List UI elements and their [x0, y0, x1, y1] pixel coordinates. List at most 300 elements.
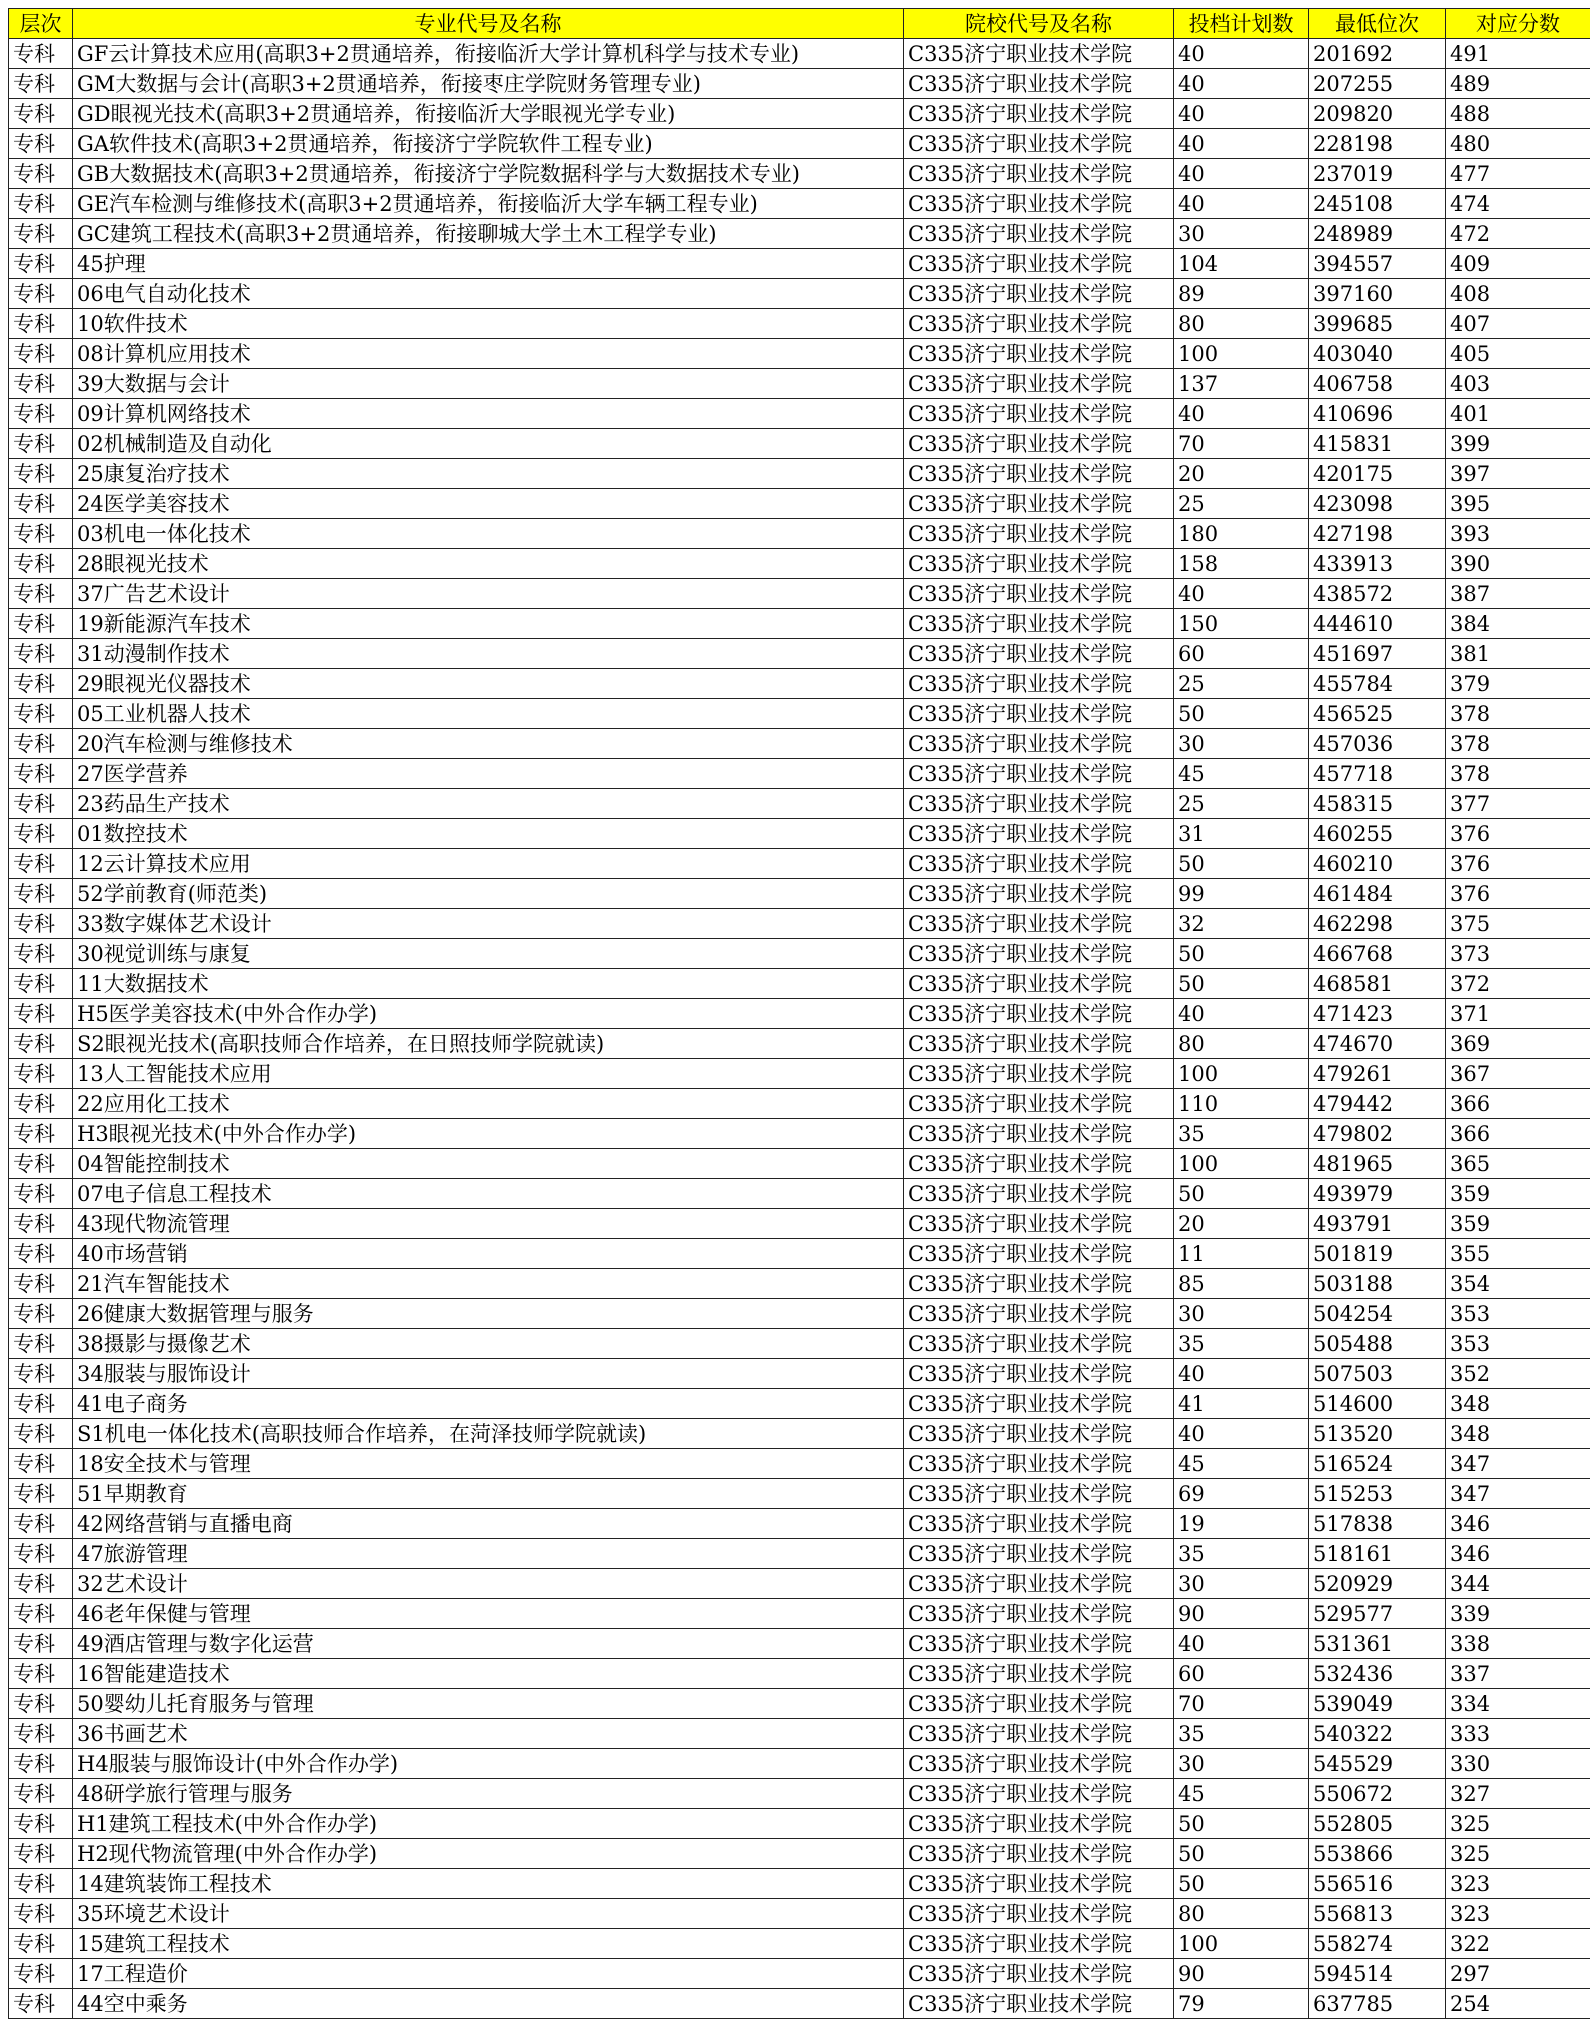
cell-school[interactable]: C335济宁职业技术学院: [904, 1059, 1174, 1089]
cell-major[interactable]: 25康复治疗技术: [73, 459, 904, 489]
cell-level[interactable]: 专科: [9, 579, 73, 609]
cell-plan-count[interactable]: 30: [1174, 1749, 1309, 1779]
cell-major[interactable]: 35环境艺术设计: [73, 1899, 904, 1929]
cell-min-rank[interactable]: 462298: [1309, 909, 1446, 939]
cell-min-rank[interactable]: 248989: [1309, 219, 1446, 249]
cell-level[interactable]: 专科: [9, 429, 73, 459]
cell-level[interactable]: 专科: [9, 879, 73, 909]
cell-min-rank[interactable]: 481965: [1309, 1149, 1446, 1179]
cell-plan-count[interactable]: 104: [1174, 249, 1309, 279]
cell-major[interactable]: 30视觉训练与康复: [73, 939, 904, 969]
cell-level[interactable]: 专科: [9, 969, 73, 999]
cell-major[interactable]: 16智能建造技术: [73, 1659, 904, 1689]
cell-school[interactable]: C335济宁职业技术学院: [904, 1389, 1174, 1419]
cell-school[interactable]: C335济宁职业技术学院: [904, 1899, 1174, 1929]
cell-min-rank[interactable]: 556813: [1309, 1899, 1446, 1929]
cell-school[interactable]: C335济宁职业技术学院: [904, 99, 1174, 129]
cell-plan-count[interactable]: 30: [1174, 219, 1309, 249]
cell-plan-count[interactable]: 60: [1174, 639, 1309, 669]
cell-level[interactable]: 专科: [9, 939, 73, 969]
cell-level[interactable]: 专科: [9, 729, 73, 759]
cell-plan-count[interactable]: 100: [1174, 1929, 1309, 1959]
cell-school[interactable]: C335济宁职业技术学院: [904, 1479, 1174, 1509]
cell-major[interactable]: GM大数据与会计(高职3+2贯通培养，衔接枣庄学院财务管理专业): [73, 69, 904, 99]
cell-score[interactable]: 407: [1446, 309, 1590, 339]
cell-level[interactable]: 专科: [9, 399, 73, 429]
cell-major[interactable]: 40市场营销: [73, 1239, 904, 1269]
cell-level[interactable]: 专科: [9, 69, 73, 99]
cell-score[interactable]: 480: [1446, 129, 1590, 159]
cell-school[interactable]: C335济宁职业技术学院: [904, 1509, 1174, 1539]
cell-major[interactable]: 11大数据技术: [73, 969, 904, 999]
cell-plan-count[interactable]: 110: [1174, 1089, 1309, 1119]
cell-score[interactable]: 366: [1446, 1089, 1590, 1119]
cell-min-rank[interactable]: 403040: [1309, 339, 1446, 369]
cell-score[interactable]: 347: [1446, 1449, 1590, 1479]
cell-level[interactable]: 专科: [9, 1809, 73, 1839]
cell-score[interactable]: 372: [1446, 969, 1590, 999]
cell-level[interactable]: 专科: [9, 1149, 73, 1179]
cell-score[interactable]: 337: [1446, 1659, 1590, 1689]
cell-school[interactable]: C335济宁职业技术学院: [904, 429, 1174, 459]
cell-school[interactable]: C335济宁职业技术学院: [904, 939, 1174, 969]
cell-school[interactable]: C335济宁职业技术学院: [904, 1719, 1174, 1749]
cell-level[interactable]: 专科: [9, 1359, 73, 1389]
cell-min-rank[interactable]: 532436: [1309, 1659, 1446, 1689]
cell-level[interactable]: 专科: [9, 1479, 73, 1509]
cell-level[interactable]: 专科: [9, 249, 73, 279]
cell-level[interactable]: 专科: [9, 1959, 73, 1989]
cell-plan-count[interactable]: 80: [1174, 1029, 1309, 1059]
cell-major[interactable]: 32艺术设计: [73, 1569, 904, 1599]
cell-school[interactable]: C335济宁职业技术学院: [904, 609, 1174, 639]
cell-school[interactable]: C335济宁职业技术学院: [904, 249, 1174, 279]
cell-school[interactable]: C335济宁职业技术学院: [904, 339, 1174, 369]
cell-score[interactable]: 409: [1446, 249, 1590, 279]
cell-score[interactable]: 369: [1446, 1029, 1590, 1059]
cell-plan-count[interactable]: 60: [1174, 1659, 1309, 1689]
cell-major[interactable]: 24医学美容技术: [73, 489, 904, 519]
cell-major[interactable]: 36书画艺术: [73, 1719, 904, 1749]
cell-plan-count[interactable]: 40: [1174, 1419, 1309, 1449]
cell-min-rank[interactable]: 539049: [1309, 1689, 1446, 1719]
cell-plan-count[interactable]: 32: [1174, 909, 1309, 939]
cell-min-rank[interactable]: 520929: [1309, 1569, 1446, 1599]
cell-major[interactable]: 10软件技术: [73, 309, 904, 339]
cell-level[interactable]: 专科: [9, 819, 73, 849]
cell-min-rank[interactable]: 479261: [1309, 1059, 1446, 1089]
cell-plan-count[interactable]: 70: [1174, 429, 1309, 459]
cell-score[interactable]: 408: [1446, 279, 1590, 309]
cell-school[interactable]: C335济宁职业技术学院: [904, 579, 1174, 609]
cell-major[interactable]: 49酒店管理与数字化运营: [73, 1629, 904, 1659]
cell-major[interactable]: 33数字媒体艺术设计: [73, 909, 904, 939]
cell-level[interactable]: 专科: [9, 1569, 73, 1599]
cell-score[interactable]: 377: [1446, 789, 1590, 819]
cell-school[interactable]: C335济宁职业技术学院: [904, 1449, 1174, 1479]
cell-major[interactable]: 31动漫制作技术: [73, 639, 904, 669]
cell-school[interactable]: C335济宁职业技术学院: [904, 1929, 1174, 1959]
cell-score[interactable]: 366: [1446, 1119, 1590, 1149]
cell-min-rank[interactable]: 545529: [1309, 1749, 1446, 1779]
cell-school[interactable]: C335济宁职业技术学院: [904, 1419, 1174, 1449]
cell-min-rank[interactable]: 415831: [1309, 429, 1446, 459]
cell-min-rank[interactable]: 474670: [1309, 1029, 1446, 1059]
cell-level[interactable]: 专科: [9, 309, 73, 339]
cell-plan-count[interactable]: 50: [1174, 849, 1309, 879]
cell-major[interactable]: 22应用化工技术: [73, 1089, 904, 1119]
cell-school[interactable]: C335济宁职业技术学院: [904, 759, 1174, 789]
cell-major[interactable]: 17工程造价: [73, 1959, 904, 1989]
header-min-rank[interactable]: 最低位次: [1309, 9, 1446, 39]
cell-plan-count[interactable]: 99: [1174, 879, 1309, 909]
cell-score[interactable]: 338: [1446, 1629, 1590, 1659]
cell-score[interactable]: 399: [1446, 429, 1590, 459]
cell-plan-count[interactable]: 35: [1174, 1719, 1309, 1749]
cell-level[interactable]: 专科: [9, 189, 73, 219]
cell-score[interactable]: 334: [1446, 1689, 1590, 1719]
cell-school[interactable]: C335济宁职业技术学院: [904, 1629, 1174, 1659]
cell-school[interactable]: C335济宁职业技术学院: [904, 1179, 1174, 1209]
cell-school[interactable]: C335济宁职业技术学院: [904, 879, 1174, 909]
cell-min-rank[interactable]: 479442: [1309, 1089, 1446, 1119]
header-level[interactable]: 层次: [9, 9, 73, 39]
cell-plan-count[interactable]: 40: [1174, 399, 1309, 429]
cell-plan-count[interactable]: 25: [1174, 489, 1309, 519]
cell-min-rank[interactable]: 457718: [1309, 759, 1446, 789]
cell-plan-count[interactable]: 50: [1174, 1179, 1309, 1209]
cell-min-rank[interactable]: 438572: [1309, 579, 1446, 609]
cell-plan-count[interactable]: 35: [1174, 1329, 1309, 1359]
cell-plan-count[interactable]: 50: [1174, 1869, 1309, 1899]
cell-plan-count[interactable]: 45: [1174, 759, 1309, 789]
cell-school[interactable]: C335济宁职业技术学院: [904, 999, 1174, 1029]
cell-level[interactable]: 专科: [9, 1779, 73, 1809]
cell-min-rank[interactable]: 427198: [1309, 519, 1446, 549]
cell-plan-count[interactable]: 50: [1174, 969, 1309, 999]
cell-major[interactable]: 38摄影与摄像艺术: [73, 1329, 904, 1359]
cell-level[interactable]: 专科: [9, 159, 73, 189]
cell-min-rank[interactable]: 637785: [1309, 1989, 1446, 2019]
cell-level[interactable]: 专科: [9, 1659, 73, 1689]
cell-min-rank[interactable]: 594514: [1309, 1959, 1446, 1989]
cell-score[interactable]: 354: [1446, 1269, 1590, 1299]
cell-plan-count[interactable]: 180: [1174, 519, 1309, 549]
cell-level[interactable]: 专科: [9, 1539, 73, 1569]
cell-major[interactable]: H1建筑工程技术(中外合作办学): [73, 1809, 904, 1839]
cell-major[interactable]: 03机电一体化技术: [73, 519, 904, 549]
cell-major[interactable]: 50婴幼儿托育服务与管理: [73, 1689, 904, 1719]
cell-min-rank[interactable]: 517838: [1309, 1509, 1446, 1539]
cell-score[interactable]: 401: [1446, 399, 1590, 429]
cell-plan-count[interactable]: 45: [1174, 1449, 1309, 1479]
cell-plan-count[interactable]: 50: [1174, 699, 1309, 729]
cell-level[interactable]: 专科: [9, 489, 73, 519]
header-plan-count[interactable]: 投档计划数: [1174, 9, 1309, 39]
cell-school[interactable]: C335济宁职业技术学院: [904, 639, 1174, 669]
cell-plan-count[interactable]: 90: [1174, 1599, 1309, 1629]
cell-min-rank[interactable]: 550672: [1309, 1779, 1446, 1809]
cell-major[interactable]: GC建筑工程技术(高职3+2贯通培养，衔接聊城大学土木工程学专业): [73, 219, 904, 249]
cell-level[interactable]: 专科: [9, 1899, 73, 1929]
cell-score[interactable]: 397: [1446, 459, 1590, 489]
cell-major[interactable]: GF云计算技术应用(高职3+2贯通培养，衔接临沂大学计算机科学与技术专业): [73, 39, 904, 69]
cell-score[interactable]: 381: [1446, 639, 1590, 669]
cell-score[interactable]: 375: [1446, 909, 1590, 939]
cell-score[interactable]: 339: [1446, 1599, 1590, 1629]
cell-score[interactable]: 330: [1446, 1749, 1590, 1779]
cell-school[interactable]: C335济宁职业技术学院: [904, 1689, 1174, 1719]
cell-min-rank[interactable]: 460210: [1309, 849, 1446, 879]
cell-school[interactable]: C335济宁职业技术学院: [904, 1359, 1174, 1389]
cell-min-rank[interactable]: 529577: [1309, 1599, 1446, 1629]
cell-min-rank[interactable]: 468581: [1309, 969, 1446, 999]
cell-score[interactable]: 491: [1446, 39, 1590, 69]
cell-major[interactable]: 06电气自动化技术: [73, 279, 904, 309]
cell-score[interactable]: 359: [1446, 1179, 1590, 1209]
cell-plan-count[interactable]: 30: [1174, 1299, 1309, 1329]
cell-major[interactable]: GE汽车检测与维修技术(高职3+2贯通培养，衔接临沂大学车辆工程专业): [73, 189, 904, 219]
cell-plan-count[interactable]: 40: [1174, 1629, 1309, 1659]
cell-school[interactable]: C335济宁职业技术学院: [904, 489, 1174, 519]
cell-score[interactable]: 393: [1446, 519, 1590, 549]
cell-min-rank[interactable]: 201692: [1309, 39, 1446, 69]
cell-score[interactable]: 472: [1446, 219, 1590, 249]
cell-min-rank[interactable]: 460255: [1309, 819, 1446, 849]
cell-min-rank[interactable]: 513520: [1309, 1419, 1446, 1449]
cell-level[interactable]: 专科: [9, 1749, 73, 1779]
cell-major[interactable]: 21汽车智能技术: [73, 1269, 904, 1299]
cell-plan-count[interactable]: 40: [1174, 129, 1309, 159]
cell-level[interactable]: 专科: [9, 1629, 73, 1659]
cell-score[interactable]: 323: [1446, 1899, 1590, 1929]
cell-score[interactable]: 373: [1446, 939, 1590, 969]
cell-school[interactable]: C335济宁职业技术学院: [904, 1779, 1174, 1809]
cell-major[interactable]: 37广告艺术设计: [73, 579, 904, 609]
cell-school[interactable]: C335济宁职业技术学院: [904, 309, 1174, 339]
cell-major[interactable]: 09计算机网络技术: [73, 399, 904, 429]
cell-min-rank[interactable]: 461484: [1309, 879, 1446, 909]
cell-min-rank[interactable]: 507503: [1309, 1359, 1446, 1389]
cell-major[interactable]: 44空中乘务: [73, 1989, 904, 2019]
cell-plan-count[interactable]: 40: [1174, 1359, 1309, 1389]
cell-major[interactable]: 52学前教育(师范类): [73, 879, 904, 909]
cell-min-rank[interactable]: 504254: [1309, 1299, 1446, 1329]
cell-school[interactable]: C335济宁职业技术学院: [904, 189, 1174, 219]
cell-score[interactable]: 378: [1446, 759, 1590, 789]
cell-school[interactable]: C335济宁职业技术学院: [904, 1269, 1174, 1299]
cell-score[interactable]: 376: [1446, 819, 1590, 849]
cell-score[interactable]: 325: [1446, 1809, 1590, 1839]
cell-school[interactable]: C335济宁职业技术学院: [904, 1119, 1174, 1149]
cell-plan-count[interactable]: 31: [1174, 819, 1309, 849]
cell-major[interactable]: H4服装与服饰设计(中外合作办学): [73, 1749, 904, 1779]
cell-school[interactable]: C335济宁职业技术学院: [904, 39, 1174, 69]
cell-level[interactable]: 专科: [9, 1239, 73, 1269]
cell-min-rank[interactable]: 237019: [1309, 159, 1446, 189]
cell-school[interactable]: C335济宁职业技术学院: [904, 519, 1174, 549]
cell-plan-count[interactable]: 30: [1174, 729, 1309, 759]
cell-min-rank[interactable]: 394557: [1309, 249, 1446, 279]
cell-min-rank[interactable]: 457036: [1309, 729, 1446, 759]
cell-plan-count[interactable]: 35: [1174, 1539, 1309, 1569]
cell-school[interactable]: C335济宁职业技术学院: [904, 1989, 1174, 2019]
cell-major[interactable]: 42网络营销与直播电商: [73, 1509, 904, 1539]
cell-level[interactable]: 专科: [9, 1179, 73, 1209]
cell-min-rank[interactable]: 518161: [1309, 1539, 1446, 1569]
cell-school[interactable]: C335济宁职业技术学院: [904, 1239, 1174, 1269]
cell-level[interactable]: 专科: [9, 699, 73, 729]
cell-min-rank[interactable]: 540322: [1309, 1719, 1446, 1749]
header-major[interactable]: 专业代号及名称: [73, 9, 904, 39]
cell-major[interactable]: 46老年保健与管理: [73, 1599, 904, 1629]
cell-school[interactable]: C335济宁职业技术学院: [904, 1599, 1174, 1629]
cell-level[interactable]: 专科: [9, 1989, 73, 2019]
cell-min-rank[interactable]: 397160: [1309, 279, 1446, 309]
cell-score[interactable]: 348: [1446, 1419, 1590, 1449]
cell-major[interactable]: 05工业机器人技术: [73, 699, 904, 729]
cell-school[interactable]: C335济宁职业技术学院: [904, 1569, 1174, 1599]
cell-major[interactable]: S2眼视光技术(高职技师合作培养，在日照技师学院就读): [73, 1029, 904, 1059]
cell-min-rank[interactable]: 558274: [1309, 1929, 1446, 1959]
cell-school[interactable]: C335济宁职业技术学院: [904, 969, 1174, 999]
cell-school[interactable]: C335济宁职业技术学院: [904, 549, 1174, 579]
cell-major[interactable]: GD眼视光技术(高职3+2贯通培养，衔接临沂大学眼视光学专业): [73, 99, 904, 129]
cell-min-rank[interactable]: 207255: [1309, 69, 1446, 99]
cell-plan-count[interactable]: 40: [1174, 159, 1309, 189]
cell-min-rank[interactable]: 493979: [1309, 1179, 1446, 1209]
cell-plan-count[interactable]: 79: [1174, 1989, 1309, 2019]
cell-school[interactable]: C335济宁职业技术学院: [904, 699, 1174, 729]
cell-plan-count[interactable]: 50: [1174, 1809, 1309, 1839]
cell-level[interactable]: 专科: [9, 1449, 73, 1479]
cell-level[interactable]: 专科: [9, 369, 73, 399]
cell-min-rank[interactable]: 451697: [1309, 639, 1446, 669]
cell-min-rank[interactable]: 420175: [1309, 459, 1446, 489]
cell-major[interactable]: 34服装与服饰设计: [73, 1359, 904, 1389]
cell-score[interactable]: 405: [1446, 339, 1590, 369]
cell-school[interactable]: C335济宁职业技术学院: [904, 1029, 1174, 1059]
cell-major[interactable]: 20汽车检测与维修技术: [73, 729, 904, 759]
cell-min-rank[interactable]: 552805: [1309, 1809, 1446, 1839]
cell-score[interactable]: 488: [1446, 99, 1590, 129]
header-score[interactable]: 对应分数: [1446, 9, 1590, 39]
cell-major[interactable]: 28眼视光技术: [73, 549, 904, 579]
cell-major[interactable]: 08计算机应用技术: [73, 339, 904, 369]
cell-plan-count[interactable]: 30: [1174, 1569, 1309, 1599]
cell-major[interactable]: H5医学美容技术(中外合作办学): [73, 999, 904, 1029]
cell-level[interactable]: 专科: [9, 609, 73, 639]
cell-score[interactable]: 344: [1446, 1569, 1590, 1599]
cell-major[interactable]: 26健康大数据管理与服务: [73, 1299, 904, 1329]
cell-plan-count[interactable]: 80: [1174, 1899, 1309, 1929]
cell-school[interactable]: C335济宁职业技术学院: [904, 669, 1174, 699]
cell-score[interactable]: 353: [1446, 1299, 1590, 1329]
cell-school[interactable]: C335济宁职业技术学院: [904, 729, 1174, 759]
cell-score[interactable]: 353: [1446, 1329, 1590, 1359]
cell-level[interactable]: 专科: [9, 219, 73, 249]
cell-score[interactable]: 297: [1446, 1959, 1590, 1989]
cell-major[interactable]: 45护理: [73, 249, 904, 279]
cell-score[interactable]: 378: [1446, 699, 1590, 729]
cell-major[interactable]: H2现代物流管理(中外合作办学): [73, 1839, 904, 1869]
cell-major[interactable]: 43现代物流管理: [73, 1209, 904, 1239]
cell-level[interactable]: 专科: [9, 1389, 73, 1419]
cell-min-rank[interactable]: 410696: [1309, 399, 1446, 429]
cell-plan-count[interactable]: 100: [1174, 339, 1309, 369]
cell-level[interactable]: 专科: [9, 1839, 73, 1869]
cell-school[interactable]: C335济宁职业技术学院: [904, 399, 1174, 429]
cell-school[interactable]: C335济宁职业技术学院: [904, 1149, 1174, 1179]
cell-min-rank[interactable]: 531361: [1309, 1629, 1446, 1659]
cell-level[interactable]: 专科: [9, 1599, 73, 1629]
cell-plan-count[interactable]: 11: [1174, 1239, 1309, 1269]
cell-major[interactable]: 02机械制造及自动化: [73, 429, 904, 459]
cell-level[interactable]: 专科: [9, 789, 73, 819]
cell-school[interactable]: C335济宁职业技术学院: [904, 1089, 1174, 1119]
cell-major[interactable]: 19新能源汽车技术: [73, 609, 904, 639]
cell-score[interactable]: 327: [1446, 1779, 1590, 1809]
cell-level[interactable]: 专科: [9, 639, 73, 669]
cell-school[interactable]: C335济宁职业技术学院: [904, 1299, 1174, 1329]
cell-score[interactable]: 390: [1446, 549, 1590, 579]
cell-level[interactable]: 专科: [9, 1299, 73, 1329]
cell-score[interactable]: 376: [1446, 879, 1590, 909]
cell-level[interactable]: 专科: [9, 1209, 73, 1239]
cell-major[interactable]: H3眼视光技术(中外合作办学): [73, 1119, 904, 1149]
cell-min-rank[interactable]: 456525: [1309, 699, 1446, 729]
cell-level[interactable]: 专科: [9, 1509, 73, 1539]
cell-level[interactable]: 专科: [9, 39, 73, 69]
cell-school[interactable]: C335济宁职业技术学院: [904, 1869, 1174, 1899]
cell-major[interactable]: 39大数据与会计: [73, 369, 904, 399]
cell-min-rank[interactable]: 505488: [1309, 1329, 1446, 1359]
cell-level[interactable]: 专科: [9, 1029, 73, 1059]
cell-level[interactable]: 专科: [9, 1089, 73, 1119]
cell-level[interactable]: 专科: [9, 339, 73, 369]
cell-plan-count[interactable]: 40: [1174, 999, 1309, 1029]
cell-major[interactable]: 01数控技术: [73, 819, 904, 849]
cell-major[interactable]: 14建筑装饰工程技术: [73, 1869, 904, 1899]
cell-min-rank[interactable]: 466768: [1309, 939, 1446, 969]
cell-min-rank[interactable]: 209820: [1309, 99, 1446, 129]
cell-level[interactable]: 专科: [9, 849, 73, 879]
header-school[interactable]: 院校代号及名称: [904, 9, 1174, 39]
cell-plan-count[interactable]: 50: [1174, 939, 1309, 969]
cell-plan-count[interactable]: 41: [1174, 1389, 1309, 1419]
cell-score[interactable]: 477: [1446, 159, 1590, 189]
cell-school[interactable]: C335济宁职业技术学院: [904, 129, 1174, 159]
cell-level[interactable]: 专科: [9, 459, 73, 489]
cell-plan-count[interactable]: 20: [1174, 459, 1309, 489]
cell-min-rank[interactable]: 503188: [1309, 1269, 1446, 1299]
cell-plan-count[interactable]: 150: [1174, 609, 1309, 639]
cell-school[interactable]: C335济宁职业技术学院: [904, 1749, 1174, 1779]
cell-score[interactable]: 395: [1446, 489, 1590, 519]
cell-plan-count[interactable]: 69: [1174, 1479, 1309, 1509]
cell-score[interactable]: 346: [1446, 1539, 1590, 1569]
cell-major[interactable]: 07电子信息工程技术: [73, 1179, 904, 1209]
cell-major[interactable]: 29眼视光仪器技术: [73, 669, 904, 699]
cell-score[interactable]: 371: [1446, 999, 1590, 1029]
cell-school[interactable]: C335济宁职业技术学院: [904, 1659, 1174, 1689]
cell-level[interactable]: 专科: [9, 129, 73, 159]
cell-plan-count[interactable]: 25: [1174, 789, 1309, 819]
cell-plan-count[interactable]: 137: [1174, 369, 1309, 399]
cell-score[interactable]: 333: [1446, 1719, 1590, 1749]
cell-level[interactable]: 专科: [9, 279, 73, 309]
cell-plan-count[interactable]: 50: [1174, 1839, 1309, 1869]
